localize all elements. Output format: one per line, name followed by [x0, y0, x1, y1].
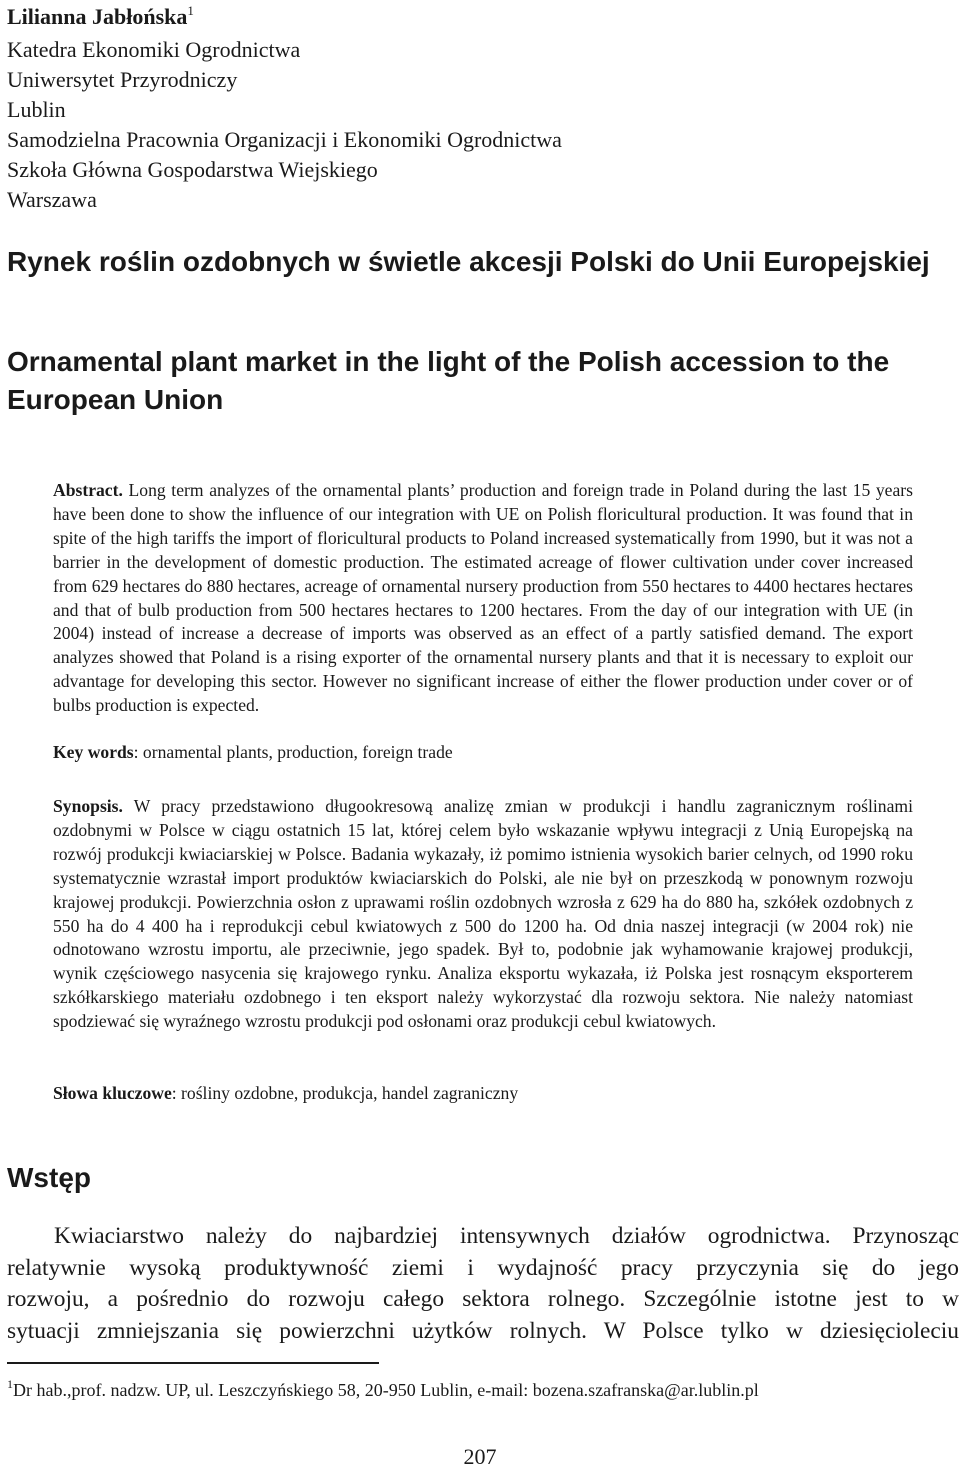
author-block: [7, 2, 562, 215]
intro-line: Kwiaciarstwo należy do najbardziej intensywnych działów ogrodnictwa. Przynosząc: [54, 1223, 959, 1249]
abstract-keywords: [53, 740, 913, 764]
synopsis-paragraph: [53, 795, 913, 1034]
page-number: 207: [463, 1444, 497, 1469]
title-english: Ornamental plant market in the light of the Polish accession to the European Union: [7, 346, 890, 415]
synopsis-label: Synopsis.: [53, 796, 123, 816]
section-heading-wstep: Wstęp: [7, 1162, 91, 1193]
keywords-label: Key words: [53, 742, 134, 762]
affiliation-line: Lublin: [7, 97, 66, 122]
intro-paragraph: [7, 1221, 959, 1347]
keywords-text: : ornamental plants, production, foreign trade: [133, 742, 453, 762]
affiliation-line: Katedra Ekonomiki Ogrodnictwa: [7, 37, 301, 62]
author-footnote-mark: 1: [187, 3, 194, 18]
affiliation-line: Samodzielna Pracownia Organizacji i Ekonomiki Ogrodnictwa: [7, 127, 562, 152]
synopsis-text: W pracy przedstawiono długookresową analizę zmian w produkcji i handlu zagranicznym roślinami ozdobnymi w Polsce w ciągu ostatnich 15 lat, której celem było wskazanie wpływu integracji z Unią Europejską na rozwój produkcji kwiaciarskiej w Polsce. Badania wykazały, iż pomimo istnienia wysokich barier celnych, od 1990 roku systematycznie wzrastał import produktów kwiaciarskich do Polski, ale nie był on przeszkodą w ponownym rozwoju krajowej produkcji. Powierzchnia osłon z uprawami roślin ozdobnych wzrosła z 629 ha do 880 ha, szkółek ozdobnych z 550 ha do 4 400 ha i reprodukcji cebul kwiatowych z 500 do 1200 ha. Od dnia naszej integracji (w 2004 rok) nie odnotowano wzrostu importu, ale przeciwnie, jego spadek. Był to, podobnie jak wyhamowanie krajowej produkcji, wynik częściowego nasycenia się krajowego rynku. Analiza eksportu wykazała, iż Polska jest rosnącym eksporterem szkółkarskiego materiału ozdobnego i ten eksport należy wykorzystać dla rozwoju sektora. Nie należy natomiast spodziewać się wyraźnego wzrostu produkcji pod osłonami oraz produkcji cebul kwiatowych.: [53, 796, 913, 1032]
title-polish: Rynek roślin ozdobnych w świetle akcesji Polski do Unii Europejskiej: [7, 246, 930, 277]
affiliation-line: Uniwersytet Przyrodniczy: [7, 67, 238, 92]
slowa-kluczowe-label: Słowa kluczowe: [53, 1083, 172, 1103]
author-name: Lilianna Jabłońska: [7, 4, 188, 29]
abstract-label: Abstract.: [53, 480, 123, 500]
synopsis-keywords: [53, 1081, 913, 1105]
intro-line: rozwoju, a pośrednio do rozwoju całego sektora rolnego. Szczególnie istotne jest to w: [7, 1286, 959, 1312]
abstract-text: Long term analyzes of the ornamental plants’ production and foreign trade in Poland during the last 15 years have been done to show the influence of our integration with UE on Polish floricultural production. It was found that in spite of the high tariffs the import of floricultural products to Poland increased systematically from 1990, but it was not a barrier in the development of domestic production. The estimated acreage of flower cultivation under cover increased from 629 hectares do 880 hectares, acreage of ornamental nursery production from 550 hectares to 4400 hectares hectares and that of bulb production from 500 hectares hectares to 1200 hectares. From the day of our integration with UE (in 2004) instead of increase a decrease of imports was observed as an effect of a partly satisfied demand. The export analyzes showed that Poland is a rising exporter of the ornamental nursery plants and that it is necessary to exploit our advantage for developing this sector. However no significant increase of either the flower production under cover or of bulbs production is expected.: [53, 480, 914, 716]
intro-line: relatywnie wysoką produktywność ziemi i wydajność pracy przyczynia się do jego: [7, 1254, 959, 1281]
abstract-paragraph: [53, 479, 913, 718]
footnote-text: Dr hab.,prof. nadzw. UP, ul. Leszczyńskiego 58, 20-950 Lublin, e-mail: bozena.szafranska@ar.lublin.pl: [13, 1380, 759, 1400]
slowa-kluczowe-text: : rośliny ozdobne, produkcja, handel zagraniczny: [171, 1083, 519, 1103]
intro-line: sytuacji zmniejszania się powierzchni użytków rolnych. W Polsce tylko w dziesięcioleciu: [7, 1317, 959, 1344]
footnote-rule: [7, 1362, 379, 1364]
footnote-mark: 1: [7, 1377, 13, 1391]
affiliation-line: Warszawa: [7, 187, 97, 212]
footnote: [7, 1378, 759, 1404]
author-name-line: [7, 2, 562, 35]
affiliation-line: Szkoła Główna Gospodarstwa Wiejskiego: [7, 157, 378, 182]
